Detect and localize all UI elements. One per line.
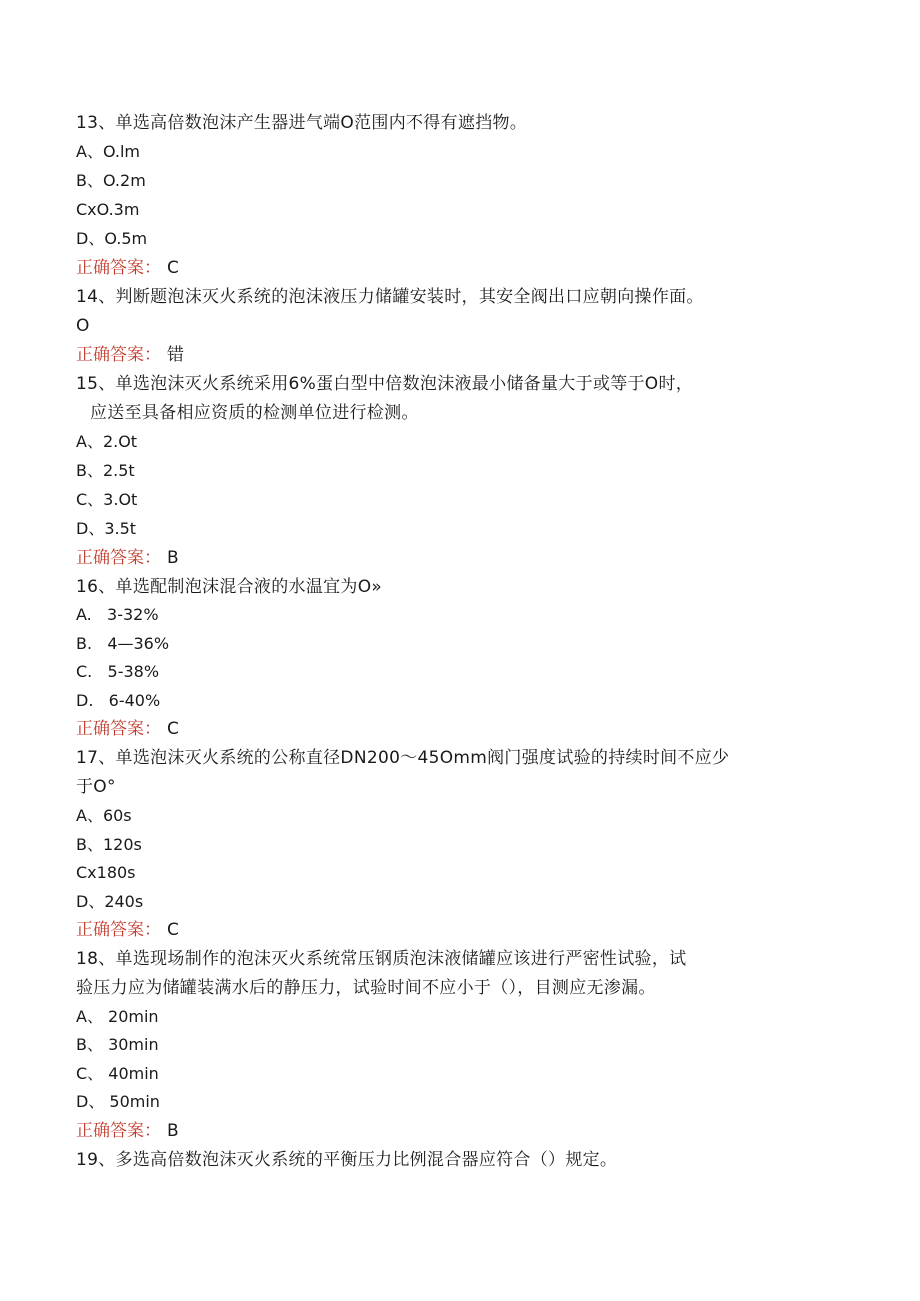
answer-label: 正确答案： bbox=[76, 719, 161, 739]
question-16-answer bbox=[76, 715, 846, 744]
question-16-option-d: D. 6-40% bbox=[76, 691, 161, 710]
question-17-option-a: A、60s bbox=[76, 806, 132, 825]
question-16-option-c: C. 5-38% bbox=[76, 662, 160, 681]
question-13-option-d: D、O.5m bbox=[76, 229, 148, 248]
answer-value: 错 bbox=[167, 345, 184, 365]
answer-value: C bbox=[167, 920, 179, 940]
answer-label: 正确答案： bbox=[76, 1121, 161, 1141]
answer-value: C bbox=[167, 719, 179, 739]
answer-label: 正确答案： bbox=[76, 258, 161, 278]
question-13-option-a: A、O.lm bbox=[76, 142, 141, 161]
question-15-option-b: B、2.5t bbox=[76, 461, 135, 480]
question-13-option-b: B、O.2m bbox=[76, 171, 146, 190]
question-18-option-d: D、 50min bbox=[76, 1092, 160, 1111]
question-15-stem-cont: 应送至具备相应资质的检测单位进行检测。 bbox=[90, 403, 419, 423]
question-17-option-b: B、120s bbox=[76, 835, 142, 854]
question-19-stem: 19、多选高倍数泡沫灭火系统的平衡压力比例混合器应符合（）规定。 bbox=[76, 1150, 618, 1170]
question-16-option-b: B. 4—36% bbox=[76, 634, 170, 653]
question-18-answer bbox=[76, 1117, 846, 1146]
question-18-stem: 18、单选现场制作的泡沫灭火系统常压钢质泡沫液储罐应该进行严密性试验，试 bbox=[76, 949, 687, 969]
question-15-answer bbox=[76, 544, 846, 573]
question-18-stem-cont: 验压力应为储罐装满水后的静压力，试验时间不应小于（），目测应无渗漏。 bbox=[76, 978, 656, 998]
question-14-stem: 14、判断题泡沫灭火系统的泡沫液压力储罐安装时，其安全阀出口应朝向操作面。 bbox=[76, 287, 704, 307]
answer-value: B bbox=[167, 1121, 179, 1141]
question-15-option-c: C、3.Ot bbox=[76, 490, 138, 509]
answer-label: 正确答案： bbox=[76, 345, 161, 365]
question-17-answer bbox=[76, 916, 846, 945]
question-16-option-a: A. 3-32% bbox=[76, 605, 159, 624]
question-18-option-b: B、 30min bbox=[76, 1035, 159, 1054]
question-13-answer bbox=[76, 254, 846, 283]
question-14-stem-cont: O bbox=[76, 316, 90, 336]
answer-label: 正确答案： bbox=[76, 920, 161, 940]
answer-label: 正确答案： bbox=[76, 548, 161, 568]
question-15-option-d: D、3.5t bbox=[76, 519, 137, 538]
question-18-option-c: C、 40min bbox=[76, 1064, 159, 1083]
question-16-stem: 16、单选配制泡沫混合液的水温宜为O» bbox=[76, 577, 383, 597]
question-13-stem: 13、单选高倍数泡沫产生器进气端O范围内不得有遮挡物。 bbox=[76, 113, 528, 133]
question-15-stem: 15、单选泡沫灭火系统采用6%蛋白型中倍数泡沫液最小储备量大于或等于O时， bbox=[76, 374, 694, 394]
answer-value: B bbox=[167, 548, 179, 568]
question-17-stem-cont: 于O° bbox=[76, 777, 116, 797]
question-15-option-a: A、2.Ot bbox=[76, 432, 138, 451]
question-17-option-d: D、240s bbox=[76, 892, 144, 911]
question-13-option-c: CxO.3m bbox=[76, 200, 140, 219]
question-18-option-a: A、 20min bbox=[76, 1007, 159, 1026]
question-17-stem: 17、单选泡沫灭火系统的公称直径DN200〜45Omm阀门强度试验的持续时间不应少 bbox=[76, 748, 730, 768]
answer-value: C bbox=[167, 258, 179, 278]
question-17-option-c: Cx180s bbox=[76, 863, 136, 882]
question-14-answer bbox=[76, 341, 846, 370]
